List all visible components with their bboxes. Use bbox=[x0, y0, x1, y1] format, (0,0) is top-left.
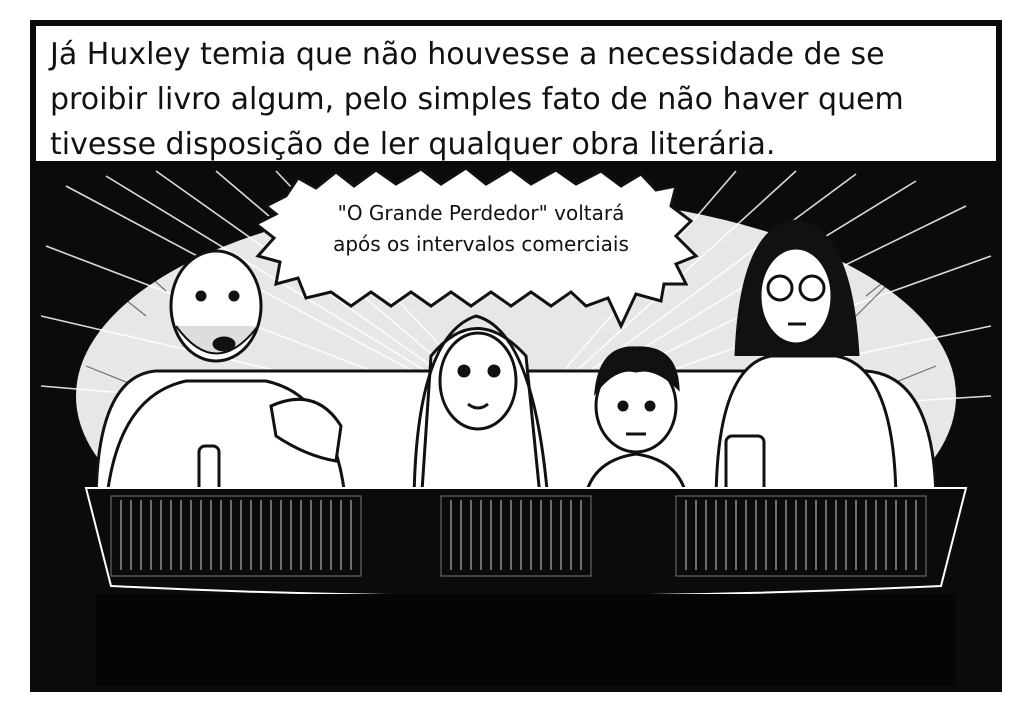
caption-line: tivesse disposição de ler qualquer obra literária. bbox=[50, 127, 776, 162]
caption-line: Já Huxley temia que não houvesse a necessidade de se bbox=[50, 37, 885, 72]
caption-line: proibir livro algum, pelo simples fato de não haver quem bbox=[50, 82, 904, 117]
speech-line: "O Grande Perdedor" voltará bbox=[337, 201, 625, 225]
mug bbox=[726, 436, 764, 492]
caption-box bbox=[36, 26, 996, 166]
television bbox=[86, 488, 966, 686]
comic-panel bbox=[30, 20, 1002, 692]
speech-line: após os intervalos comerciais bbox=[333, 232, 629, 256]
speech-bubble-text bbox=[286, 198, 676, 260]
boy-figure bbox=[584, 348, 688, 506]
